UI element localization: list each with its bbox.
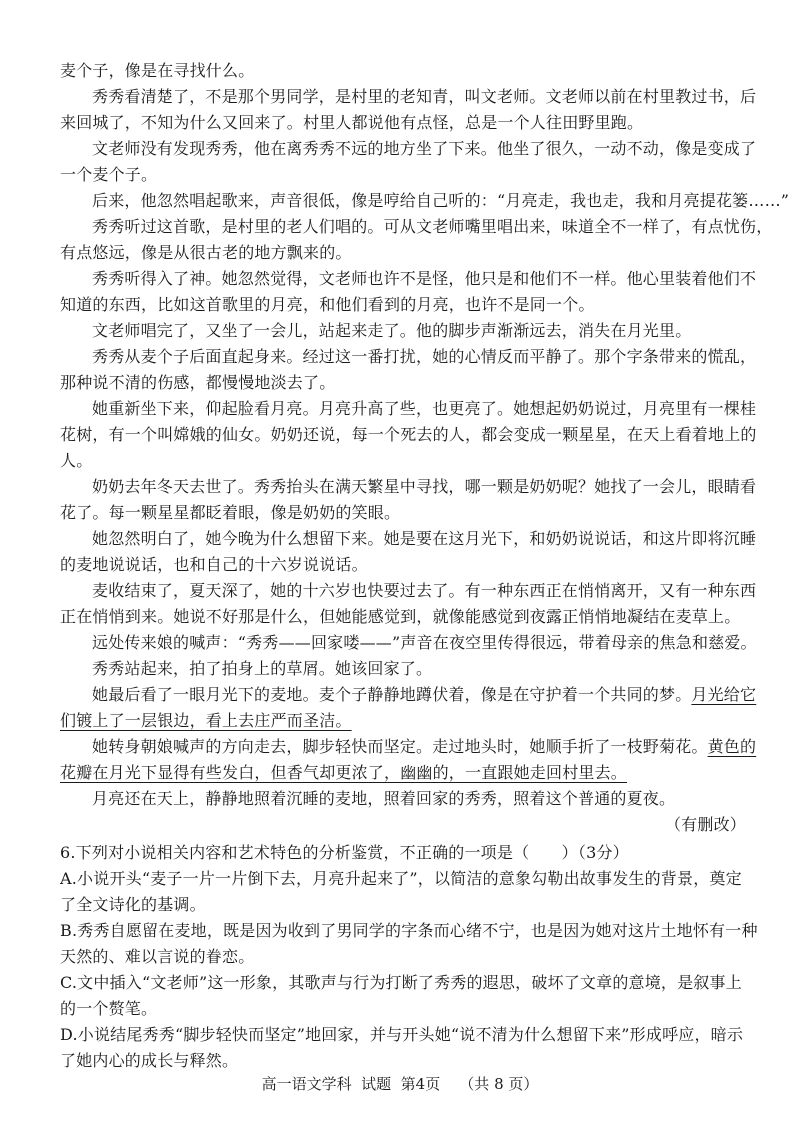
story-line (60, 708, 750, 734)
story-text-segment: 她重新坐下来，仰起脸看月亮。月亮升高了些，也更亮了。她想起奶奶说过，月亮里有一棵桂 (92, 399, 757, 418)
story-line (60, 240, 750, 266)
story-line (60, 396, 757, 422)
story-text-segment: 后来，他忽然唱起歌来，声音很低，像是哼给自己听的：“月亮走，我也走，我和月亮提花篓……” (92, 191, 790, 210)
story-text-segment: 秀秀听得入了神。她忽然觉得，文老师也许不是怪，他只是和他们不一样。他心里装着他们不 (92, 269, 757, 288)
underlined-text: 们镀上了一层银边，看上去庄严而圣洁。 (60, 711, 352, 730)
story-text-segment: 文老师唱完了，又坐了一会儿，站起来走了。他的脚步声渐渐远去，消失在月光里。 (92, 321, 692, 340)
option-line: C.文中插入“文老师”这一形象，其歌声与行为打断了秀秀的遐思，破坏了文章的意境，是叙事上 (60, 973, 742, 992)
story-text-segment: 远处传来娘的喊声：“秀秀——回家喽——”声音在夜空里传得很远，带着母亲的焦急和慈爱。 (92, 633, 757, 652)
story-line (60, 760, 750, 786)
story-line (60, 578, 757, 604)
option-d (60, 1022, 750, 1074)
story-line (60, 266, 757, 292)
option-a (60, 866, 750, 918)
story-text-segment: 的麦地说说话，也和自己的十六岁说说话。 (60, 555, 368, 574)
option-line: 天然的、难以言说的眷恋。 (60, 947, 255, 966)
story-text-segment: 文老师没有发现秀秀，他在离秀秀不远的地方坐了下来。他坐了很久，一动不动，像是变成了 (92, 139, 757, 158)
story-text-segment: 知道的东西，比如这首歌里的月亮，和他们看到的月亮，也许不是同一个。 (60, 295, 595, 314)
underlined-text: 黄色的 (707, 737, 757, 756)
story-text-segment: 花树，有一个叫嫦娥的仙女。奶奶还说，每一个死去的人，都会变成一颗星星，在天上看着地上的 (60, 425, 757, 444)
story-line (60, 188, 790, 214)
story-line (60, 110, 750, 136)
story-line (60, 604, 750, 630)
story-text-segment: 她转身朝娘喊声的方向走去，脚步轻快而坚定。走过地头时，她顺手折了一枝野菊花。 (92, 737, 708, 756)
story-line (60, 162, 750, 188)
story-line (60, 292, 750, 318)
story-line (60, 84, 757, 110)
question-stem: 6.下列对小说相关内容和艺术特色的分析鉴赏，不正确的一项是（ ）（3分） (60, 843, 629, 862)
story-line (60, 682, 757, 708)
story-line (60, 422, 757, 448)
option-line: 的一个赘笔。 (60, 999, 158, 1018)
story-line (60, 734, 757, 760)
story-text-segment: 月亮还在天上，静静地照着沉睡的麦地，照着回家的秀秀，照着这个普通的夏夜。 (92, 789, 676, 808)
story-line (60, 526, 757, 552)
story-line (60, 474, 757, 500)
story-line (60, 58, 750, 84)
story-text-segment: 一个麦个子。 (60, 165, 158, 184)
underlined-text: 月光给它 (691, 685, 757, 704)
story-text-segment: 人。 (60, 451, 93, 470)
story-line (60, 656, 750, 682)
exam-page (60, 58, 790, 1074)
story-text-segment: 秀秀从麦个子后面直起身来。经过这一番打扰，她的心情反而平静了。那个字条带来的慌乱， (92, 347, 757, 366)
option-line: A.小说开头“麦子一片一片倒下去，月亮升起来了”，以简洁的意象勾勒出故事发生的背景，奠定 (60, 869, 742, 888)
story-text-segment: 那种说不清的伤感，都慢慢地淡去了。 (60, 373, 336, 392)
story-text-segment: 有点悠远，像是从很古老的地方飘来的。 (60, 243, 352, 262)
story-text-segment: 正在悄悄到来。她说不好那是什么，但她能感觉到，就像能感觉到夜露正悄悄地凝结在麦草上。 (60, 607, 741, 626)
story-line (60, 500, 750, 526)
option-c (60, 970, 750, 1022)
story-text-segment: 她忽然明白了，她今晚为什么想留下来。她是要在这月光下，和奶奶说说话，和这片即将沉睡 (92, 529, 757, 548)
story-text-segment: 花了。每一颗星星都眨着眼，像是奶奶的笑眼。 (60, 503, 401, 522)
option-line: D.小说结尾秀秀“脚步轻快而坚定”地回家，并与开头她“说不清为什么想留下来”形成呼应，暗示 (60, 1025, 744, 1044)
story-text-segment: 麦个子，像是在寻找什么。 (60, 61, 255, 80)
story-text-segment: 奶奶去年冬天去世了。秀秀抬头在满天繁星中寻找，哪一颗是奶奶呢？她找了一会儿，眼睛看 (92, 477, 757, 496)
underlined-text: 花瓣在月光下显得有些发白，但香气却更浓了，幽幽的，一直跟她走回村里去。 (60, 763, 628, 782)
story-text-segment: 她最后看了一眼月光下的麦地。麦个子静静地蹲伏着，像是在守护着一个共同的梦。 (92, 685, 692, 704)
story-line (60, 344, 757, 370)
story-text (60, 58, 790, 812)
story-text-segment: 秀秀站起来，拍了拍身上的草屑。她该回家了。 (92, 659, 433, 678)
question-options (60, 866, 758, 1074)
story-line (60, 136, 757, 162)
story-text-segment: 来回城了，不知为什么又回来了。村里人都说他有点怪，总是一个人往田野里跑。 (60, 113, 644, 132)
option-line: 了她内心的成长与释然。 (60, 1051, 239, 1070)
page-footer: 高一语文学科 试题 第4页 （共 8 页） (261, 1075, 539, 1093)
story-text-segment: 秀秀听过这首歌，是村里的老人们唱的。可从文老师嘴里唱出来，味道全不一样了，有点忧伤， (92, 217, 773, 236)
source-note: （有删改） (664, 815, 746, 834)
option-line: 了全文诗化的基调。 (60, 895, 206, 914)
question-6 (60, 840, 758, 1074)
story-text-segment: 麦收结束了，夏天深了，她的十六岁也快要过去了。有一种东西正在悄悄离开，又有一种东西 (92, 581, 757, 600)
story-line (60, 448, 750, 474)
story-line (60, 214, 773, 240)
story-line (60, 786, 750, 812)
story-line (60, 318, 750, 344)
story-text-segment: 秀秀看清楚了，不是那个男同学，是村里的老知青，叫文老师。文老师以前在村里教过书，后 (92, 87, 757, 106)
story-line (60, 630, 757, 656)
story-line (60, 370, 750, 396)
option-line: B.秀秀自愿留在麦地，既是因为收到了男同学的字条而心绪不宁，也是因为她对这片土地怀有一种 (60, 921, 758, 940)
option-b (60, 918, 758, 970)
story-line (60, 552, 750, 578)
